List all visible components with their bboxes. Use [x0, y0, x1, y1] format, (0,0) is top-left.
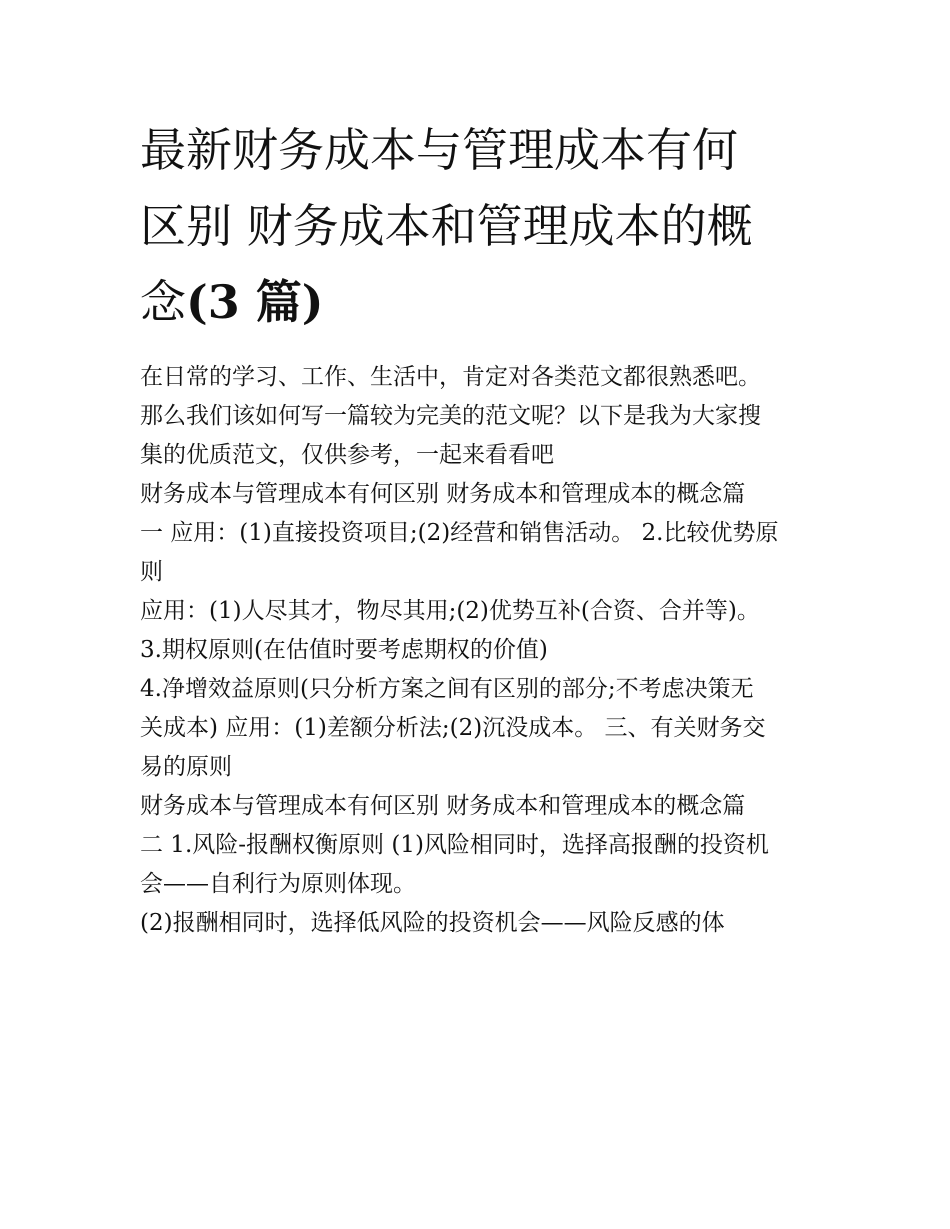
body-line: 财务成本与管理成本有何区别 财务成本和管理成本的概念篇 [140, 793, 746, 819]
body-line: (2)报酬相同时，选择低风险的投资机会——风险反感的体 [140, 910, 725, 936]
body-line: 那么我们该如何写一篇较为完美的范文呢？以下是我为大家搜 [140, 403, 761, 429]
body-line: 4.净增效益原则(只分析方案之间有区别的部分;不考虑决策无 [140, 676, 754, 702]
document-body [140, 358, 820, 943]
body-line: 关成本) 应用：(1)差额分析法;(2)沉没成本。 三、有关财务交 [140, 715, 766, 741]
title-line-1: 最新财务成本与管理成本有何 [140, 123, 738, 177]
title-line-2: 区别 财务成本和管理成本的概 [140, 199, 753, 253]
body-line: 则 [140, 559, 163, 585]
body-line: 会——自利行为原则体现。 [140, 871, 416, 897]
body-line: 在日常的学习、工作、生活中，肯定对各类范文都很熟悉吧。 [140, 364, 761, 390]
body-line: 应用：(1)人尽其才，物尽其用;(2)优势互补(合资、合并等)。 [140, 598, 760, 624]
body-line: 一 应用：(1)直接投资项目;(2)经营和销售活动。 2.比较优势原 [140, 520, 779, 546]
body-line: 二 1.风险-报酬权衡原则 (1)风险相同时，选择高报酬的投资机 [140, 832, 769, 858]
body-line: 财务成本与管理成本有何区别 财务成本和管理成本的概念篇 [140, 481, 746, 507]
body-line: 集的优质范文，仅供参考，一起来看看吧 [140, 442, 554, 468]
title-line-3 [140, 264, 820, 340]
body-line: 3.期权原则(在估值时要考虑期权的价值) [140, 637, 548, 663]
title-line-3-text: 念 [140, 275, 186, 329]
title-line-3-count: (3 篇) [186, 275, 324, 329]
document-title [140, 112, 820, 340]
body-line: 易的原则 [140, 754, 232, 780]
